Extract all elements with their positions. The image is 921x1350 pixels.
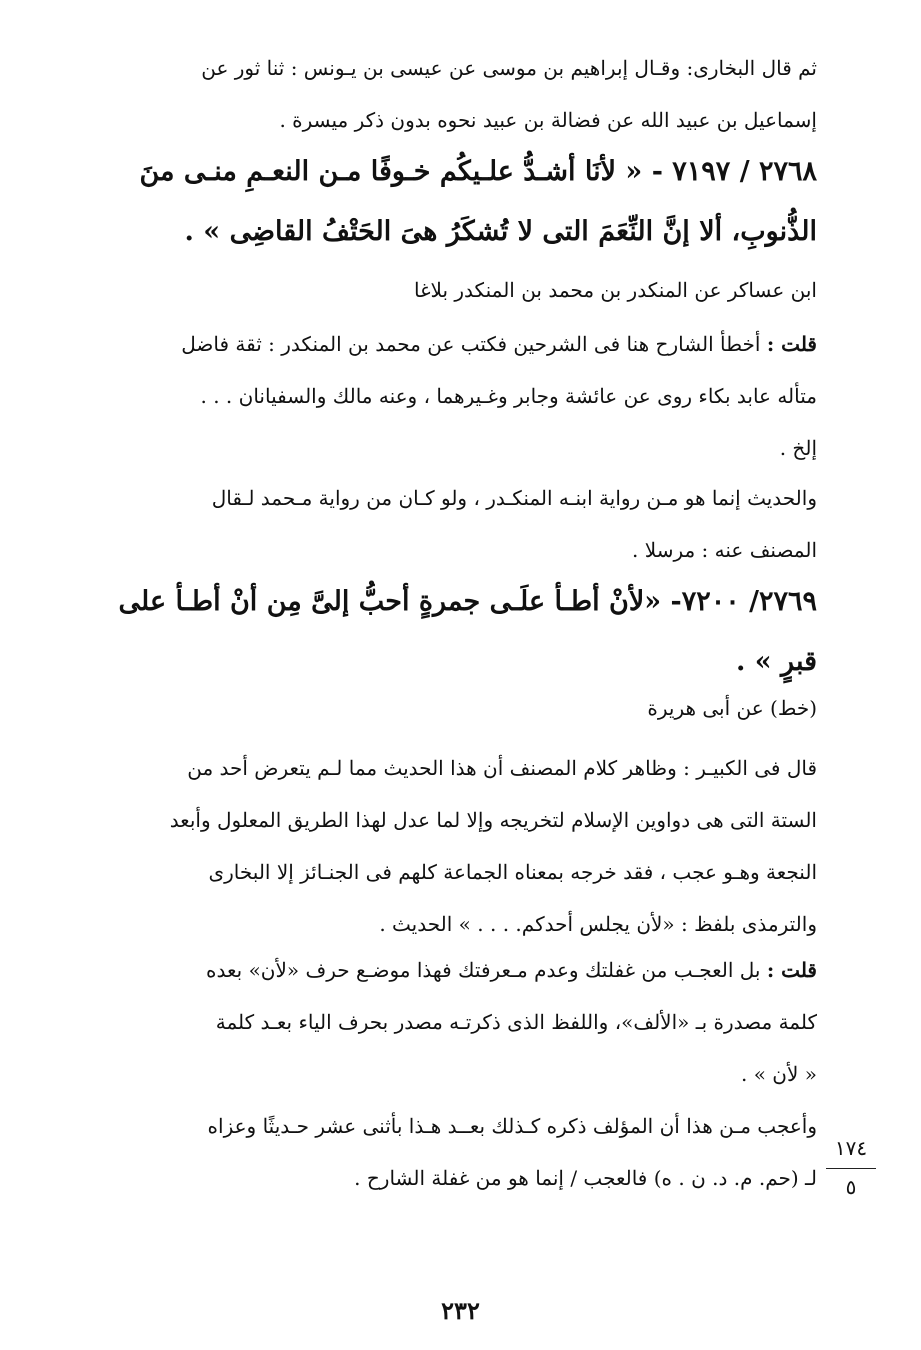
text-line: إلخ . bbox=[779, 436, 817, 460]
text-line: المصنف عنه : مرسلا . bbox=[632, 538, 817, 562]
paragraph-qult-2 bbox=[102, 944, 817, 1100]
hadith-2768 bbox=[102, 142, 817, 262]
hadith-line: ٢٧٦٨ / ٧١٩٧ - « لأنَا أشـدُّ علـيكُم خـوفًا مـن النعـمِ منـى منَ bbox=[139, 156, 817, 187]
margin-folio-note bbox=[822, 1134, 880, 1201]
text-line: إسماعيل بن عبيد الله عن فضالة بن عبيد نحوه بدون ذكر ميسرة . bbox=[279, 108, 817, 132]
margin-folio-bottom: ٥ bbox=[845, 1175, 857, 1199]
margin-folio-top: ١٧٤ bbox=[834, 1136, 868, 1160]
text-line: والحديث إنما هو مـن رواية ابنـه المنكـدر ، ولو كـان من رواية مـحمد لـقال bbox=[211, 486, 817, 510]
hadith-line: قبرٍ » . bbox=[735, 646, 817, 677]
text-line: « لأن » . bbox=[741, 1062, 817, 1086]
paragraph-kabir bbox=[102, 742, 817, 950]
paragraph-conclusion bbox=[102, 1100, 817, 1204]
hadith-line: الذُّنوبِ، ألا إنَّ النِّعَمَ التى لا تُشكَرُ هىَ الحَتْفُ القاضِى » . bbox=[184, 216, 817, 247]
qult-lead: قلت : bbox=[766, 332, 817, 356]
hadith-source-2768 bbox=[102, 270, 817, 310]
text-run: بل العجـب من غفلتك وعدم مـعرفتك فهذا موضـع حرف «لأن» بعده bbox=[206, 958, 767, 982]
qult-lead: قلت : bbox=[766, 958, 817, 982]
source-line: (خط) عن أبى هريرة bbox=[647, 696, 817, 720]
margin-folio-rule bbox=[826, 1168, 876, 1169]
text-line: كلمة مصدرة بـ «الألف»، واللفظ الذى ذكرتـه مصدر بحرف الياء بعـد كلمة bbox=[215, 1010, 817, 1034]
text-line bbox=[102, 318, 817, 370]
text-line: الستة التى هى دواوين الإسلام لتخريجه وإلا لما عدل لهذا الطريق المعلول وأبعد bbox=[169, 808, 817, 832]
text-line: متأله عابد بكاء روى عن عائشة وجابر وغـيرهما ، وعنه مالك والسفيانان . . . bbox=[200, 384, 817, 408]
page-number: ٢٣٢ bbox=[441, 1296, 480, 1325]
text-line: والترمذى بلفظ : «لأن يجلس أحدكم. . . . » الحديث . bbox=[379, 912, 817, 936]
text-line bbox=[102, 944, 817, 996]
text-line: لـ (حم. م. د. ن . ه) فالعجب / إنما هو من غفلة الشارح . bbox=[354, 1166, 817, 1190]
hadith-line: ٢٧٦٩/ ٧٢٠٠- «لأنْ أطـأ علَـى جمرةٍ أحبُّ إلىَّ مِن أنْ أطـأ على bbox=[118, 586, 817, 617]
paragraph-bukhari-chain bbox=[102, 42, 817, 146]
text-run: أخطأ الشارح هنا فى الشرحين فكتب عن محمد بن المنكدر : ثقة فاضل bbox=[181, 332, 767, 356]
hadith-2769 bbox=[102, 572, 817, 692]
text-line: وأعجب مـن هذا أن المؤلف ذكره كـذلك بعــد هـذا بأثنى عشر حـديثًا وعزاه bbox=[207, 1114, 817, 1138]
text-line: قال فى الكبيـر : وظاهر كلام المصنف أن هذا الحديث مما لـم يتعرض أحد من bbox=[187, 756, 817, 780]
hadith-source-2769 bbox=[102, 688, 817, 728]
text-line: النجعة وهـو عجب ، فقد خرجه بمعناه الجماعة كلهم فى الجنـائز إلا البخارى bbox=[208, 860, 817, 884]
source-line: ابن عساكر عن المنكدر بن محمد بن المنكدر بلاغا bbox=[413, 278, 817, 302]
text-line: ثم قال البخارى: وقـال إبراهيم بن موسى عن عيسى بن يـونس : ثنا ثور عن bbox=[201, 56, 817, 80]
paragraph-hadith-note bbox=[102, 472, 817, 576]
paragraph-qult-1 bbox=[102, 318, 817, 474]
